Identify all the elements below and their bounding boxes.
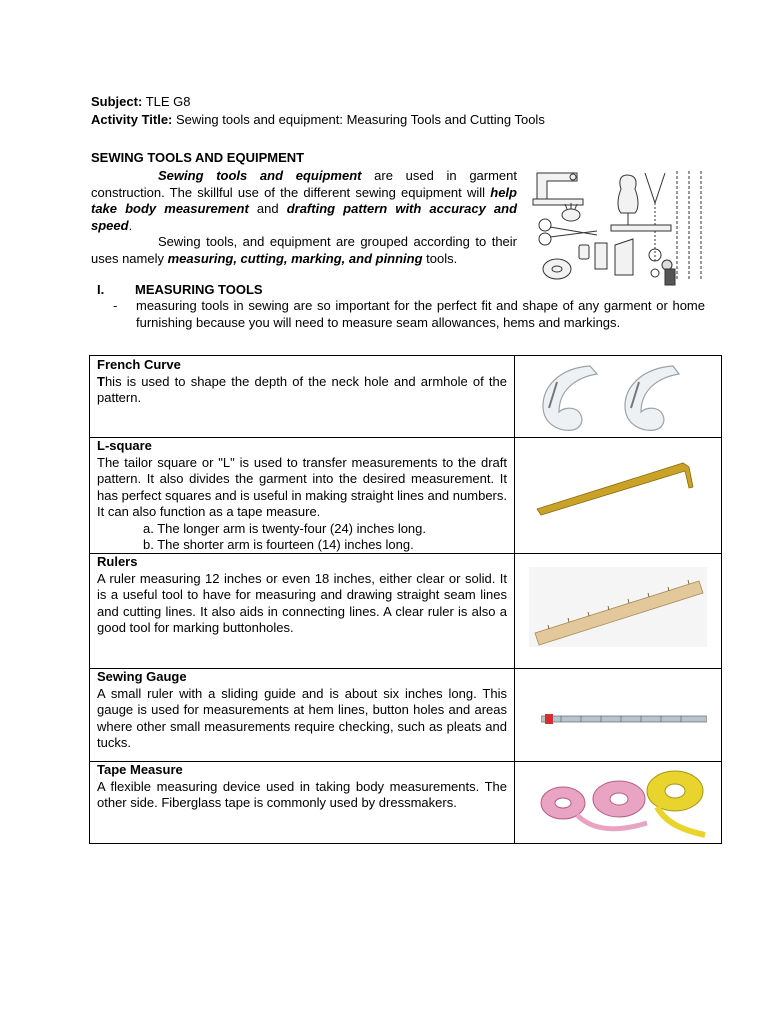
tool-description-cell: [90, 668, 515, 761]
activity-value: Sewing tools and equipment: Measuring Tools and Cutting Tools: [176, 112, 545, 127]
intro-emphasis-groups: measuring, cutting, marking, and pinning: [167, 250, 423, 266]
tool-name: L-square: [97, 438, 152, 453]
intro-emphasis-measurement: help take body measurement: [91, 184, 517, 216]
bullet-text: measuring tools in sewing are so important for the perfect fit and shape of any garment or home furnishing because you will need to measure seam allowances, hems and markings.: [136, 298, 705, 330]
tool-desc-initial: T: [97, 373, 105, 389]
tape-measure-image: [537, 765, 709, 839]
tool-image-cell: [515, 553, 721, 668]
subject-label: Subject:: [91, 94, 143, 109]
sewing-gauge-image: [541, 712, 707, 726]
french-curve-image: [535, 362, 705, 434]
tool-sub-item-b: b. The shorter arm is fourteen (14) inches long.: [143, 537, 414, 552]
intro-emphasis-tools: Sewing tools and equipment: [158, 168, 362, 183]
measuring-tools-table: [89, 355, 722, 844]
table-row: [90, 356, 721, 438]
tool-image-cell: [515, 356, 721, 437]
intro-paragraph-1: [91, 168, 517, 234]
table-row: [90, 553, 721, 669]
bullet-dash: -: [113, 298, 118, 313]
intro-paragraphs: [91, 168, 517, 267]
intro-text: are used in garment construction. The skillful use of the different sewing equipment will: [91, 168, 518, 200]
tool-description-cell: [90, 437, 515, 553]
table-row: [90, 668, 721, 762]
tool-desc: A flexible measuring device used in taking body measurements. The other side. Fiberglass tape is commonly used by dressmakers.: [97, 778, 507, 810]
tool-desc: his is used to shape the depth of the neck hole and armhole of the pattern.: [97, 373, 507, 405]
tool-image-cell: [515, 437, 721, 553]
intro-emphasis-drafting: drafting pattern with accuracy and speed: [91, 201, 518, 233]
tool-image-cell: [515, 761, 721, 843]
subject-line: [91, 94, 190, 111]
tool-description-cell: [90, 553, 515, 668]
tool-name: Tape Measure: [97, 762, 183, 777]
intro-paragraph-2: [91, 234, 517, 267]
tool-description-cell: [90, 761, 515, 843]
tool-sub-item-a: a. The longer arm is twenty-four (24) inches long.: [143, 520, 427, 536]
sewing-tools-illustration: [527, 165, 725, 290]
tool-desc: The tailor square or "L" is used to transfer measurements to the draft pattern. It also divides the garment into the desired measurement. It has perfect squares and is useful in making straight lines and numbers. It can also function as a tape measure.: [97, 454, 507, 519]
heading-numeral: I.: [97, 282, 105, 297]
table-row: [90, 437, 721, 554]
heading-text: MEASURING TOOLS: [135, 282, 263, 297]
tool-desc: A ruler measuring 12 inches or even 18 inches, either clear or solid. It is a useful tool to have for measuring and drawing straight seam lines and cutting lines. It also aids in connecting lines. A clear ruler is also a good tool for marking buttonholes.: [97, 570, 507, 635]
ruler-image: [529, 567, 707, 647]
activity-label: Activity Title:: [91, 112, 173, 127]
activity-line: [91, 112, 545, 129]
tool-description-cell: [90, 356, 515, 437]
tool-desc: A small ruler with a sliding guide and is about six inches long. This gauge is used for measurements at hem lines, button holes and areas where other small measurements require checking, such as pleats and tucks.: [97, 685, 507, 750]
measuring-tools-heading: [91, 282, 263, 299]
l-square-image: [533, 457, 703, 517]
tool-name: French Curve: [97, 357, 181, 372]
tool-name: Rulers: [97, 554, 138, 569]
intro-text: .: [128, 217, 133, 233]
intro-text: tools.: [422, 250, 458, 266]
intro-text: and: [248, 201, 287, 216]
tool-name: Sewing Gauge: [97, 669, 187, 684]
section-title: SEWING TOOLS AND EQUIPMENT: [91, 150, 305, 165]
subject-value: TLE G8: [145, 94, 191, 109]
tool-image-cell: [515, 668, 721, 761]
table-row: [90, 761, 721, 843]
intro-text: Sewing tools, and equipment are grouped according to their uses namely: [91, 234, 517, 266]
